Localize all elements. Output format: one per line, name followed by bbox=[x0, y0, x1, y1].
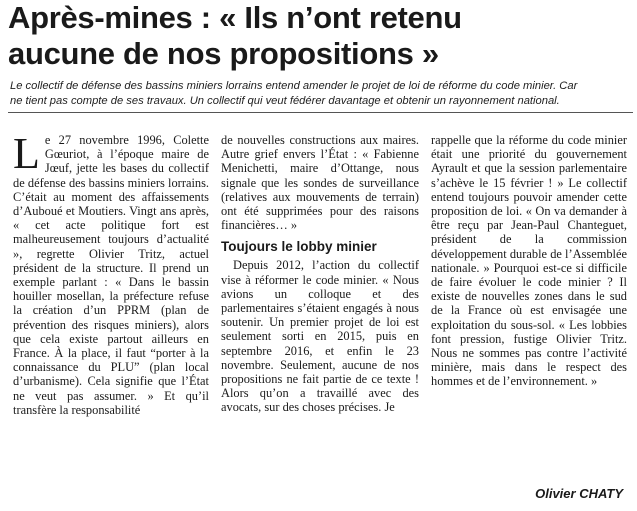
column-2 bbox=[221, 133, 419, 415]
standfirst-line-1: Le collectif de défense des bassins miniers lorrains entend amender le projet de loi de réforme du code minier. Car bbox=[10, 80, 578, 92]
standfirst-line-2: ne tient pas compte de ses travaux. Un collectif qui veut fédérer davantage et obtenir un rayonnement national. bbox=[10, 95, 560, 107]
column-2-text-2: Depuis 2012, l’action du collectif vise à réformer le code minier. « Nous avions un colloque et des parlementaires s’étaient engagés à nous soutenir. Un premier projet de loi est seulement sorti en 2015, puis en septembre 2016, et enfin le 23 novembre. Seulement, aucune de nos propositions ne fait partie de ce texte ! Alors qu’on a travaillé avec des avocats, sur des choses précises. Je bbox=[221, 258, 419, 415]
headline-line-2: aucune de nos propositions » bbox=[8, 36, 439, 71]
divider-rule bbox=[8, 112, 633, 113]
column-1 bbox=[13, 129, 209, 417]
column-1-text: e 27 novembre 1996, Colette Gœuriot, à l’époque maire de Jœuf, jette les bases du collectif de défense des bassins miniers lorrains. C’était au moment des affaissements d’Auboué et Moutiers. Vingt ans après, « cet acte politique fort est malheureusement toujours d’actualité », regrette Olivier Tritz, actuel président de la structure. Il prend un exemple parlant : « Dans le bassin houiller mosellan, la préfecture refuse la création d’un PPRM (plan de prévention des risques miniers), alors que cela existe partout ailleurs en France. À la place, il faut “porter à la connaissance du PLU” (plan local d’urbanisme). Cela signifie que l’État ne veut pas assumer. » Et qu’il transfère la responsabilité bbox=[13, 133, 209, 417]
headline-line-1: Après-mines : « Ils n’ont retenu bbox=[8, 0, 462, 35]
subheading: Toujours le lobby minier bbox=[221, 239, 377, 255]
byline-signature: Olivier CHATY bbox=[535, 486, 623, 501]
column-3-text: rappelle que la réforme du code minier était une priorité du gouvernement Ayrault et que la session parlementaire s’achève le 15 février ! » Le collectif entend toujours pouvoir amender cette proposition de loi. « On va demander à être reçu par Jean-Paul Chanteguet, président de la commission développement durable de l’Assemblée nationale. » Pourquoi est-ce si difficile de faire évoluer le code minier ? Il existe de nouvelles zones dans le sud de la France où est envisagée une exploitation du sous-sol. « Les lobbies font pression, fustige Olivier Tritz. Nous ne sommes pas contre l’activité minière, mais dans le respect des hommes et de l’environnement. » bbox=[431, 133, 627, 389]
drop-cap: L bbox=[13, 129, 40, 178]
column-3 bbox=[431, 133, 627, 389]
column-2-text-1: de nouvelles constructions aux maires. Autre grief envers l’État : « Fabienne Menichetti, maire d’Ottange, nous signale que les sondes de surveillance (relatives aux mouvements de terrain) ont été supprimées pour des raisons financières… » bbox=[221, 133, 419, 233]
standfirst bbox=[10, 79, 635, 109]
headline bbox=[8, 0, 633, 72]
